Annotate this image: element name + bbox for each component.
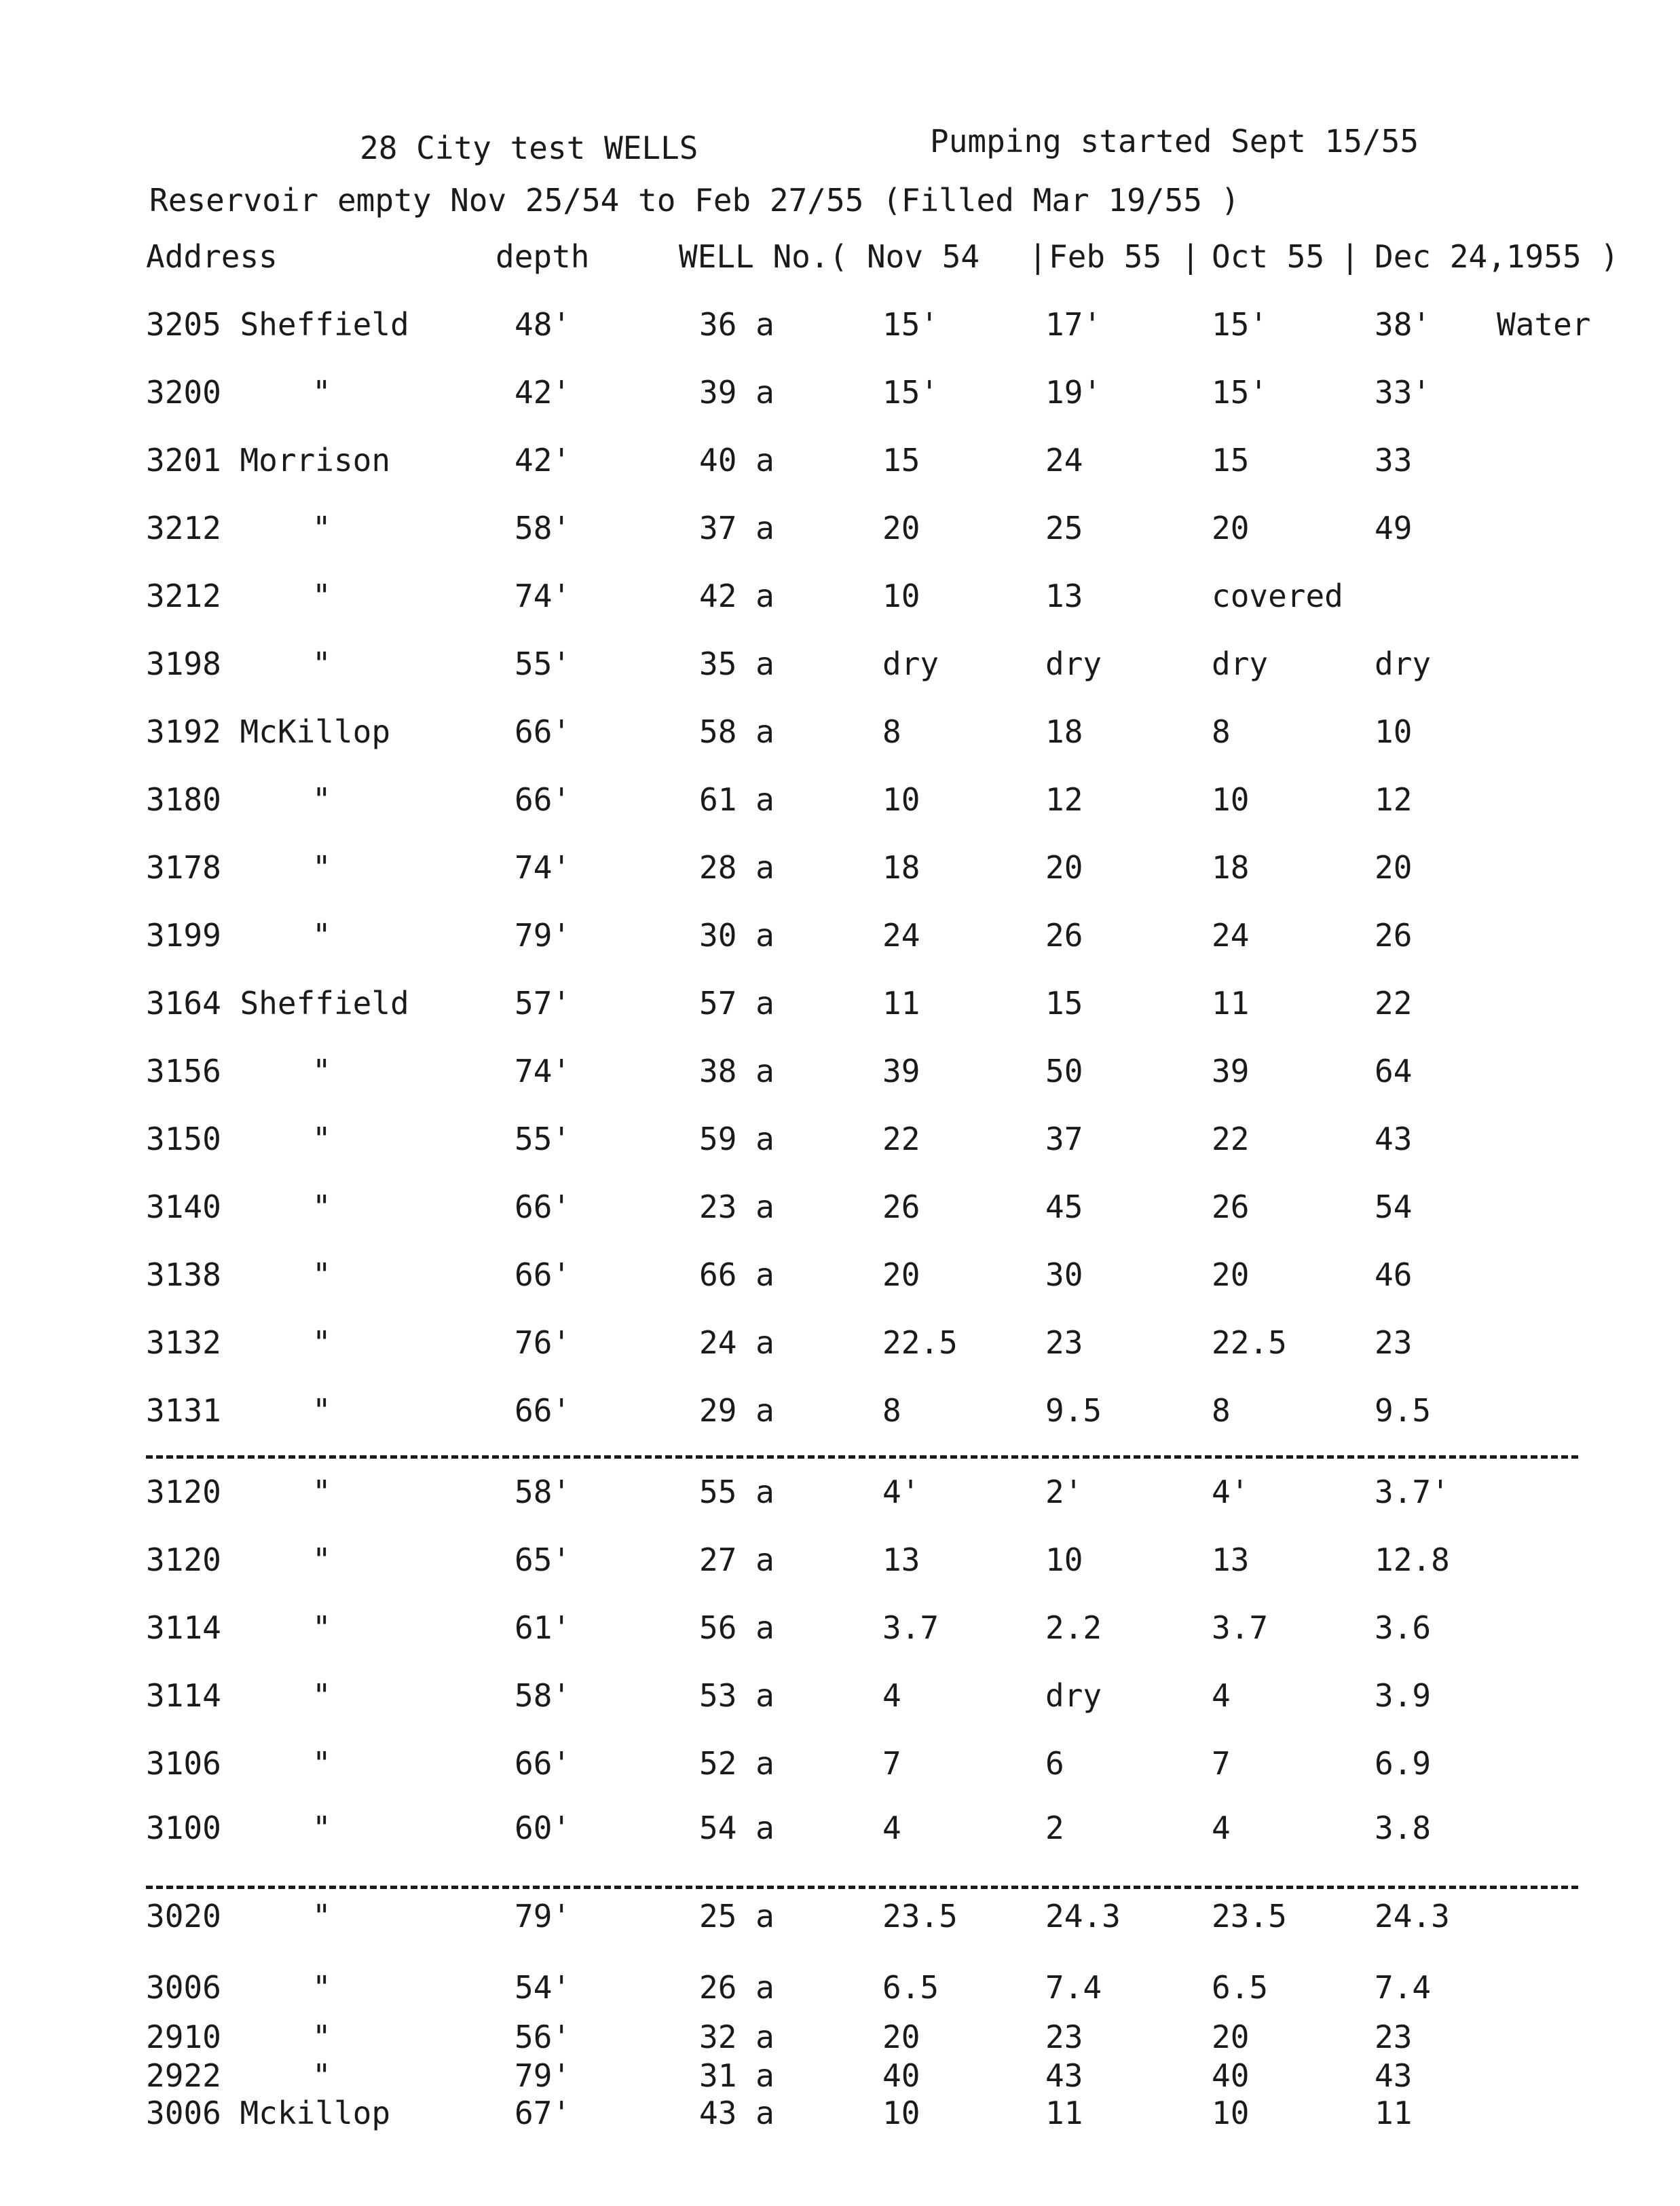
cell-feb: 45 [1045, 1189, 1083, 1225]
cell-well: 28 a [699, 849, 774, 886]
cell-dec: 23 [1375, 1324, 1413, 1361]
cell-well: 58 a [699, 713, 774, 750]
cell-well: 56 a [699, 1609, 774, 1646]
cell-ditto: " [312, 849, 331, 886]
cell-oct: dry [1212, 646, 1269, 682]
cell-oct: 13 [1212, 1541, 1250, 1578]
cell-addr: 3212 [146, 510, 221, 546]
cell-feb: 43 [1045, 2057, 1083, 2094]
cell-depth: 79' [515, 1898, 572, 1934]
cell-oct: 8 [1212, 713, 1231, 750]
cell-feb: 23 [1045, 1324, 1083, 1361]
cell-ditto: " [312, 1810, 331, 1846]
cell-depth: 74' [515, 849, 572, 886]
cell-addr: 3106 [146, 1745, 221, 1782]
cell-well: 24 a [699, 1324, 774, 1361]
cell-oct: 10 [1212, 2095, 1250, 2131]
cell-ditto: " [312, 2057, 331, 2094]
cell-feb: 37 [1045, 1121, 1083, 1157]
cell-well: 57 a [699, 985, 774, 1022]
cell-depth: 58' [515, 510, 572, 546]
cell-nov: 10 [882, 578, 920, 614]
cell-feb: 17' [1045, 306, 1102, 343]
cell-ditto: " [312, 1121, 331, 1157]
cell-well: 40 a [699, 442, 774, 479]
cell-well: 36 a [699, 306, 774, 343]
cell-addr: 3132 [146, 1324, 221, 1361]
cell-addr: 2922 [146, 2057, 221, 2094]
cell-dec: 3.7' [1375, 1474, 1450, 1510]
cell-oct: 15' [1212, 374, 1269, 411]
cell-oct: 20 [1212, 510, 1250, 546]
cell-dec: 43 [1375, 2057, 1413, 2094]
cell-nov: 23.5 [882, 1898, 958, 1934]
cell-addr: 3164 Sheffield [146, 985, 409, 1022]
cell-oct: 7 [1212, 1745, 1231, 1782]
cell-feb: 50 [1045, 1053, 1083, 1089]
cell-dec: 26 [1375, 917, 1413, 954]
cell-oct: 8 [1212, 1392, 1231, 1429]
cell-addr: 3131 [146, 1392, 221, 1429]
cell-well: 37 a [699, 510, 774, 546]
cell-ditto: " [312, 1189, 331, 1225]
cell-depth: 66' [515, 1189, 572, 1225]
cell-addr: 3178 [146, 849, 221, 886]
cell-addr: 3120 [146, 1474, 221, 1510]
cell-addr: 3200 [146, 374, 221, 411]
cell-well: 53 a [699, 1677, 774, 1714]
cell-nov: dry [882, 646, 939, 682]
cell-oct: 11 [1212, 985, 1250, 1022]
cell-well: 42 a [699, 578, 774, 614]
cell-addr: 3100 [146, 1810, 221, 1846]
cell-depth: 55' [515, 1121, 572, 1157]
cell-oct: 3.7 [1212, 1609, 1269, 1646]
cell-feb: 2' [1045, 1474, 1083, 1510]
section-divider [146, 1455, 1578, 1459]
cell-dec: dry [1375, 646, 1432, 682]
cell-dec: 20 [1375, 849, 1413, 886]
cell-well: 29 a [699, 1392, 774, 1429]
cell-oct: 22 [1212, 1121, 1250, 1157]
cell-ditto: " [312, 1745, 331, 1782]
cell-well: 43 a [699, 2095, 774, 2131]
cell-addr: 3140 [146, 1189, 221, 1225]
cell-oct: 26 [1212, 1189, 1250, 1225]
reservoir-note: Reservoir empty Nov 25/54 to Feb 27/55 (Filled Mar 19/55 ) [149, 182, 1240, 219]
cell-nov: 4 [882, 1810, 901, 1846]
cell-nov: 7 [882, 1745, 901, 1782]
cell-well: 27 a [699, 1541, 774, 1578]
cell-depth: 65' [515, 1541, 572, 1578]
cell-depth: 66' [515, 781, 572, 818]
cell-addr: 3138 [146, 1256, 221, 1293]
cell-oct: 6.5 [1212, 1969, 1269, 2006]
cell-oct: 10 [1212, 781, 1250, 818]
cell-dec: 23 [1375, 2019, 1413, 2055]
cell-well: 66 a [699, 1256, 774, 1293]
cell-ditto: " [312, 1541, 331, 1578]
col-depth: depth [496, 238, 590, 275]
cell-addr: 3150 [146, 1121, 221, 1157]
cell-nov: 22 [882, 1121, 920, 1157]
cell-ditto: " [312, 1474, 331, 1510]
cell-nov: 10 [882, 781, 920, 818]
cell-nov: 3.7 [882, 1609, 939, 1646]
cell-feb: 13 [1045, 578, 1083, 614]
cell-ditto: " [312, 646, 331, 682]
cell-nov: 24 [882, 917, 920, 954]
cell-ditto: " [312, 1392, 331, 1429]
cell-well: 38 a [699, 1053, 774, 1089]
cell-feb: 24 [1045, 442, 1083, 479]
col-oct: Oct 55 [1212, 238, 1325, 275]
cell-feb: 2 [1045, 1810, 1064, 1846]
cell-feb: 20 [1045, 849, 1083, 886]
cell-nov: 10 [882, 2095, 920, 2131]
cell-oct: 20 [1212, 2019, 1250, 2055]
cell-dec: 3.8 [1375, 1810, 1432, 1846]
cell-oct: 4 [1212, 1810, 1231, 1846]
cell-well: 54 a [699, 1810, 774, 1846]
cell-feb: 18 [1045, 713, 1083, 750]
cell-depth: 74' [515, 578, 572, 614]
cell-dec: 33' [1375, 374, 1432, 411]
cell-depth: 58' [515, 1677, 572, 1714]
cell-feb: 2.2 [1045, 1609, 1102, 1646]
cell-ditto: " [312, 917, 331, 954]
cell-ditto: " [312, 1969, 331, 2006]
cell-feb: 23 [1045, 2019, 1083, 2055]
cell-ditto: " [312, 510, 331, 546]
cell-addr: 3120 [146, 1541, 221, 1578]
cell-depth: 57' [515, 985, 572, 1022]
cell-addr: 3212 [146, 578, 221, 614]
document-title: 28 City test WELLS [360, 130, 698, 166]
cell-addr: 3114 [146, 1677, 221, 1714]
cell-ditto: " [312, 2019, 331, 2055]
cell-nov: 8 [882, 713, 901, 750]
cell-ditto: " [312, 1677, 331, 1714]
cell-note: Water [1497, 306, 1591, 343]
cell-depth: 56' [515, 2019, 572, 2055]
cell-feb: 25 [1045, 510, 1083, 546]
cell-ditto: " [312, 1324, 331, 1361]
cell-dec: 46 [1375, 1256, 1413, 1293]
cell-oct: 15 [1212, 442, 1250, 479]
cell-dec: 12.8 [1375, 1541, 1450, 1578]
cell-nov: 11 [882, 985, 920, 1022]
cell-oct: 22.5 [1212, 1324, 1287, 1361]
cell-oct: 23.5 [1212, 1898, 1287, 1934]
cell-feb: 30 [1045, 1256, 1083, 1293]
cell-oct: 20 [1212, 1256, 1250, 1293]
col-address: Address [146, 238, 278, 275]
cell-well: 32 a [699, 2019, 774, 2055]
cell-depth: 66' [515, 1392, 572, 1429]
pumping-note: Pumping started Sept 15/55 [930, 123, 1419, 160]
cell-feb: 10 [1045, 1541, 1083, 1578]
cell-well: 30 a [699, 917, 774, 954]
cell-nov: 20 [882, 510, 920, 546]
cell-depth: 66' [515, 713, 572, 750]
cell-dec: 24.3 [1375, 1898, 1450, 1934]
cell-dec: 10 [1375, 713, 1413, 750]
cell-depth: 79' [515, 917, 572, 954]
cell-well: 25 a [699, 1898, 774, 1934]
col-feb: Feb 55 [1049, 238, 1162, 275]
cell-feb: 6 [1045, 1745, 1064, 1782]
cell-addr: 3006 Mckillop [146, 2095, 391, 2131]
cell-depth: 74' [515, 1053, 572, 1089]
cell-well: 23 a [699, 1189, 774, 1225]
cell-feb: 26 [1045, 917, 1083, 954]
cell-dec: 49 [1375, 510, 1413, 546]
cell-ditto: " [312, 1898, 331, 1934]
cell-feb: 7.4 [1045, 1969, 1102, 2006]
cell-feb: 24.3 [1045, 1898, 1121, 1934]
cell-nov: 18 [882, 849, 920, 886]
cell-well: 39 a [699, 374, 774, 411]
col-dec: Dec 24,1955 ) [1375, 238, 1620, 275]
cell-dec: 54 [1375, 1189, 1413, 1225]
cell-nov: 6.5 [882, 1969, 939, 2006]
cell-dec: 33 [1375, 442, 1413, 479]
cell-well: 59 a [699, 1121, 774, 1157]
cell-addr: 3180 [146, 781, 221, 818]
cell-depth: 79' [515, 2057, 572, 2094]
col-sep-3: | [1341, 238, 1360, 275]
cell-oct: 4 [1212, 1677, 1231, 1714]
cell-dec: 6.9 [1375, 1745, 1432, 1782]
cell-nov: 20 [882, 2019, 920, 2055]
col-well-nov: WELL No.( Nov 54 [679, 238, 980, 275]
cell-well: 35 a [699, 646, 774, 682]
cell-depth: 60' [515, 1810, 572, 1846]
cell-dec: 12 [1375, 781, 1413, 818]
cell-addr: 3201 Morrison [146, 442, 391, 479]
cell-dec: 7.4 [1375, 1969, 1432, 2006]
cell-depth: 48' [515, 306, 572, 343]
cell-ditto: " [312, 781, 331, 818]
cell-depth: 66' [515, 1745, 572, 1782]
cell-depth: 55' [515, 646, 572, 682]
cell-nov: 15' [882, 306, 939, 343]
cell-feb: 11 [1045, 2095, 1083, 2131]
cell-addr: 3020 [146, 1898, 221, 1934]
cell-addr: 3156 [146, 1053, 221, 1089]
cell-dec: 38' [1375, 306, 1432, 343]
cell-dec: 9.5 [1375, 1392, 1432, 1429]
cell-feb: dry [1045, 646, 1102, 682]
cell-nov: 40 [882, 2057, 920, 2094]
cell-dec: 3.6 [1375, 1609, 1432, 1646]
cell-depth: 58' [515, 1474, 572, 1510]
cell-ditto: " [312, 374, 331, 411]
cell-oct: 24 [1212, 917, 1250, 954]
cell-addr: 3114 [146, 1609, 221, 1646]
col-sep-1: | [1028, 238, 1047, 275]
cell-depth: 67' [515, 2095, 572, 2131]
cell-dec: 3.9 [1375, 1677, 1432, 1714]
cell-nov: 4' [882, 1474, 920, 1510]
cell-nov: 13 [882, 1541, 920, 1578]
cell-oct: 39 [1212, 1053, 1250, 1089]
cell-dec: 43 [1375, 1121, 1413, 1157]
cell-feb: 12 [1045, 781, 1083, 818]
cell-feb: 15 [1045, 985, 1083, 1022]
cell-well: 31 a [699, 2057, 774, 2094]
cell-nov: 15' [882, 374, 939, 411]
cell-addr: 2910 [146, 2019, 221, 2055]
cell-addr: 3192 McKillop [146, 713, 391, 750]
cell-depth: 54' [515, 1969, 572, 2006]
cell-depth: 42' [515, 374, 572, 411]
cell-ditto: " [312, 578, 331, 614]
cell-dec: 22 [1375, 985, 1413, 1022]
cell-feb: 19' [1045, 374, 1102, 411]
cell-well: 61 a [699, 781, 774, 818]
col-sep-2: | [1181, 238, 1200, 275]
cell-addr: 3205 Sheffield [146, 306, 409, 343]
cell-nov: 39 [882, 1053, 920, 1089]
cell-ditto: " [312, 1053, 331, 1089]
cell-depth: 76' [515, 1324, 572, 1361]
cell-nov: 8 [882, 1392, 901, 1429]
cell-nov: 15 [882, 442, 920, 479]
cell-oct: 15' [1212, 306, 1269, 343]
cell-nov: 22.5 [882, 1324, 958, 1361]
cell-oct: 18 [1212, 849, 1250, 886]
cell-nov: 26 [882, 1189, 920, 1225]
cell-addr: 3006 [146, 1969, 221, 2006]
cell-ditto: " [312, 1609, 331, 1646]
section-divider [146, 1886, 1578, 1889]
cell-oct: 40 [1212, 2057, 1250, 2094]
cell-ditto: " [312, 1256, 331, 1293]
cell-dec: 64 [1375, 1053, 1413, 1089]
cell-depth: 61' [515, 1609, 572, 1646]
cell-addr: 3198 [146, 646, 221, 682]
cell-nov: 20 [882, 1256, 920, 1293]
cell-nov: 4 [882, 1677, 901, 1714]
cell-depth: 42' [515, 442, 572, 479]
cell-well: 52 a [699, 1745, 774, 1782]
cell-oct: covered [1212, 578, 1343, 614]
cell-well: 26 a [699, 1969, 774, 2006]
cell-addr: 3199 [146, 917, 221, 954]
cell-feb: 9.5 [1045, 1392, 1102, 1429]
cell-oct: 4' [1212, 1474, 1250, 1510]
cell-depth: 66' [515, 1256, 572, 1293]
cell-feb: dry [1045, 1677, 1102, 1714]
cell-well: 55 a [699, 1474, 774, 1510]
cell-dec: 11 [1375, 2095, 1413, 2131]
